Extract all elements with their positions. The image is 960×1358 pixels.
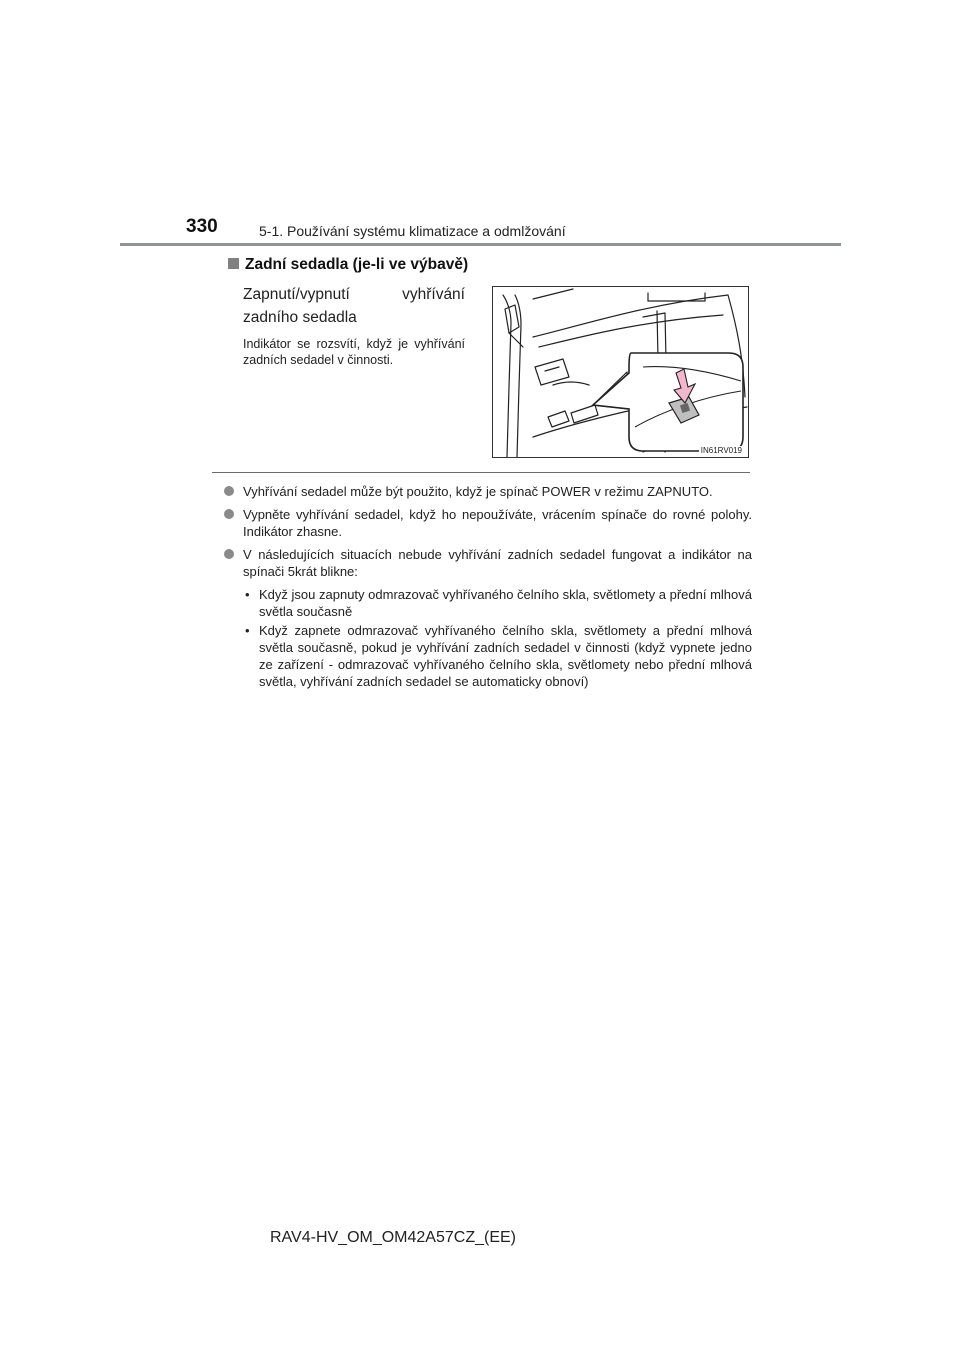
square-bullet-icon <box>228 258 239 269</box>
sub-list-item <box>243 586 752 620</box>
figure-code: IN61RV019 <box>700 446 742 455</box>
separator-rule <box>212 472 750 473</box>
subheading <box>228 256 468 274</box>
sub-item-marker: • <box>245 623 250 638</box>
manual-code-footer: RAV4-HV_OM_OM42A57CZ_(EE) <box>270 1229 516 1246</box>
sub-item-text: Když zapnete odmrazovač vyhřívaného čelního skla, světlomety a přední mlhová světla současně, pokud je vyhřívání zadních sedadel v činnosti (když vypnete jedno ze zařízení - odmrazovač vyhřívaného čelního skla, světlomety nebo přední mlhová světla, vyhřívání zadních sedadel se automaticky obnoví) <box>259 623 752 689</box>
sub-item-text: Když jsou zapnuty odmrazovač vyhřívaného čelního skla, světlomety a přední mlhová světla současně <box>259 587 752 619</box>
instruction-text: Zapnutí/vypnutí vyhřívání zadního sedadla <box>243 286 465 326</box>
sub-item-marker: • <box>245 587 250 602</box>
list-item-text: Vyhřívání sedadel může být použito, když je spínač POWER v režimu ZAPNUTO. <box>243 484 713 499</box>
list-item-text: Vypněte vyhřívání sedadel, když ho nepoužíváte, vrácením spínače do rovné polohy. Indikátor zhasne. <box>243 507 752 539</box>
list-item-text: V následujících situacích nebude vyhřívání zadních sedadel fungovat a indikátor na spínači 5krát blikne: <box>243 547 752 579</box>
list-item <box>224 483 752 500</box>
header-rule <box>120 243 841 246</box>
subheading-text: Zadní sedadla (je-li ve výbavě) <box>245 256 469 273</box>
section-title: 5-1. Používání systému klimatizace a odmlžování <box>259 223 566 239</box>
indicator-note: Indikátor se rozsvítí, když je vyhřívání zadních sedadel v činnosti. <box>243 337 465 367</box>
page-number: 330 <box>186 216 218 237</box>
sub-list-item <box>243 622 752 690</box>
list-item <box>224 546 752 580</box>
sub-list <box>224 586 752 690</box>
bullet-dot-icon <box>224 509 234 519</box>
notes-list <box>224 483 752 692</box>
bullet-dot-icon <box>224 549 234 559</box>
seat-heater-switch-figure <box>492 286 749 458</box>
list-item <box>224 506 752 540</box>
door-panel-illustration <box>493 287 749 458</box>
bullet-dot-icon <box>224 486 234 496</box>
